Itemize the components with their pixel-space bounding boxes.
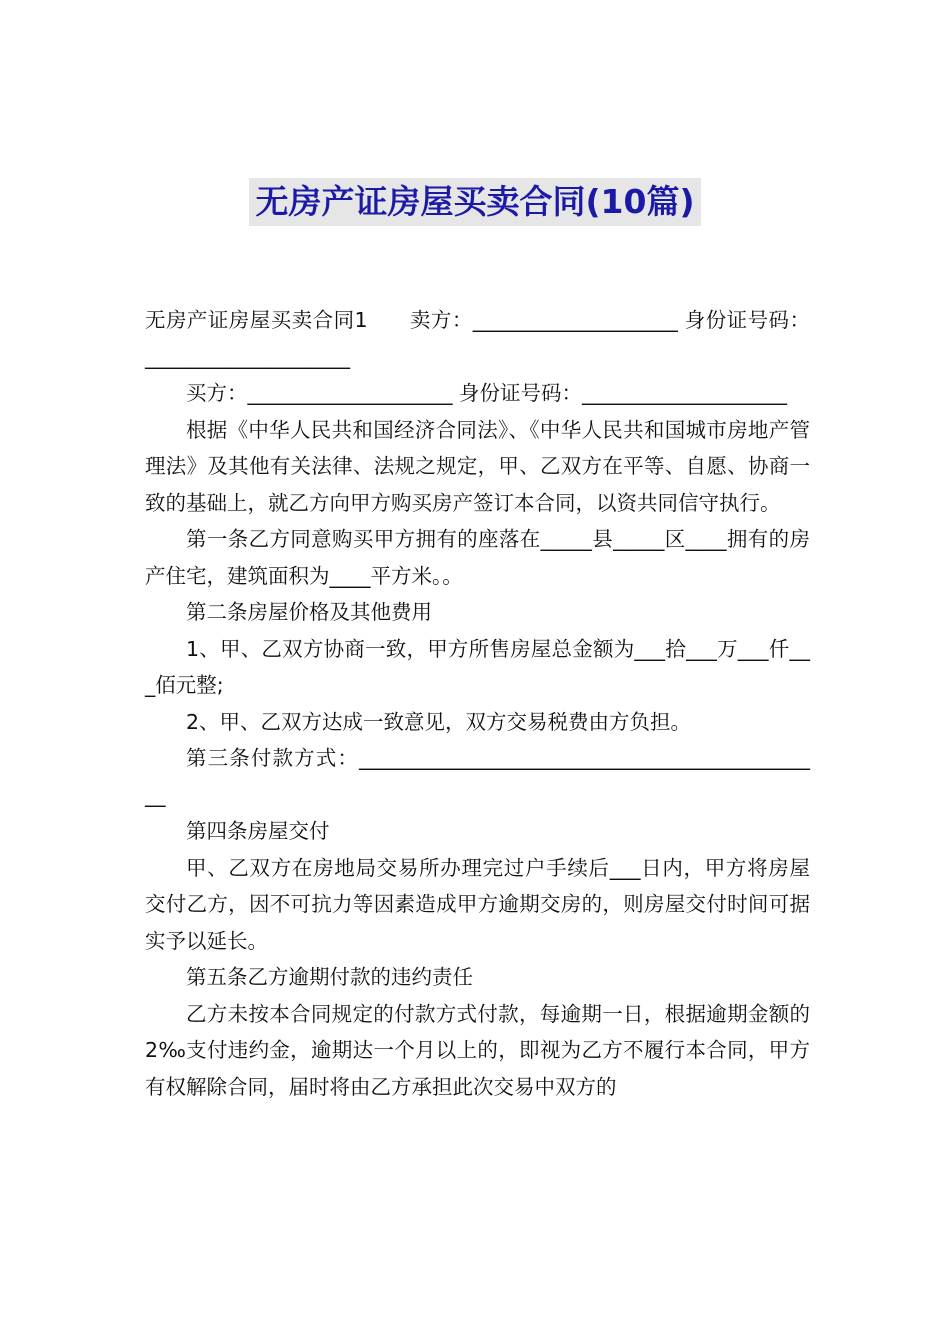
- paragraph-article-5-body: 乙方未按本合同规定的付款方式付款，每逾期一日，根据逾期金额的2‰支付违约金，逾期达一个月以上的，即视为乙方不履行本合同，甲方有权解除合同，届时将由乙方承担此次交易中双方的: [145, 1001, 810, 1099]
- paragraph-article-3: 第三条付款方式：______________________________________________: [145, 746, 810, 807]
- paragraph-article-2-item-2: 2、甲、乙双方达成一致意见，双方交易税费由方负担。: [186, 709, 692, 734]
- paragraph-article-5-heading: 第五条乙方逾期付款的违约责任: [186, 965, 473, 989]
- paragraph-basis: 根据《中华人民共和国经济合同法》、《中华人民共和国城市房地产管理法》及其他有关法律、法规之规定，甲、乙双方在平等、自愿、协商一致的基础上，就乙方向甲方购买房产签订本合同，以资共同信守执行。: [145, 417, 810, 515]
- paragraph-buyer: 买方：____________________ 身份证号码：____________________: [186, 381, 788, 405]
- paragraph-header-seller: 无房产证房屋买卖合同1 卖方：____________________ 身份证号码：____________________: [145, 308, 810, 369]
- title-area: [0, 178, 950, 226]
- document-body: [145, 302, 810, 1105]
- document-title: 无房产证房屋买卖合同(10篇): [249, 178, 700, 226]
- paragraph-article-1: 第一条乙方同意购买甲方拥有的座落在_____县_____区____拥有的房产住宅，建筑面积为____平方米。。: [145, 527, 810, 588]
- paragraph-article-4-body: 甲、乙双方在房地局交易所办理完过户手续后___日内，甲方将房屋交付乙方，因不可抗力等因素造成甲方逾期交房的，则房屋交付时间可据实予以延长。: [145, 855, 810, 953]
- paragraph-article-4-heading: 第四条房屋交付: [186, 819, 330, 843]
- paragraph-article-2-item-1: 1、甲、乙双方协商一致，甲方所售房屋总金额为___拾___万___仟___佰元整;: [145, 636, 810, 697]
- paragraph-article-2-heading: 第二条房屋价格及其他费用: [186, 600, 432, 624]
